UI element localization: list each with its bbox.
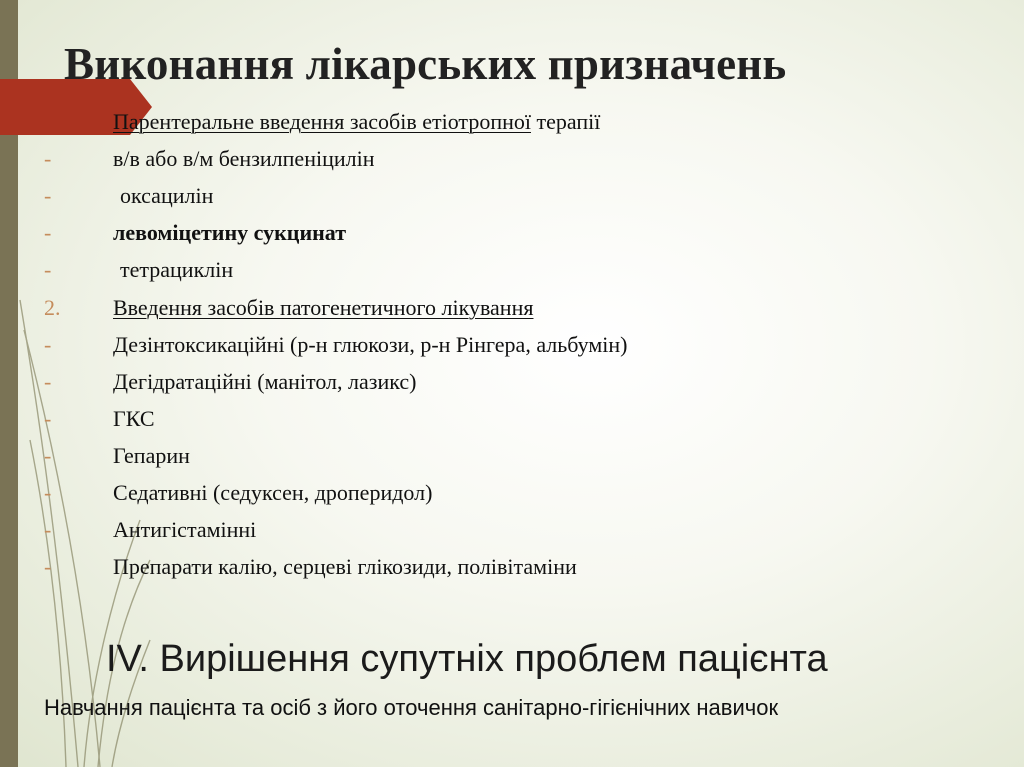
list-item-text-part: Дегідратаційні (манітол, лазикс)	[113, 368, 417, 394]
list-item-text-part: ГКС	[113, 405, 155, 431]
list-item-text	[113, 369, 416, 395]
list-marker: -	[44, 405, 52, 431]
list-item-text	[113, 295, 533, 321]
list-marker: -	[44, 257, 52, 283]
section-subtext: Навчання пацієнта та осіб з його оточення санітарно-гігієнічних навичок	[44, 695, 779, 720]
list-marker: -	[44, 442, 52, 468]
list-item-text-part: Дезінтоксикаційні (р-н глюкози, р-н Рінгера, альбумін)	[113, 331, 628, 357]
list-item-text-part: тетрациклін	[120, 257, 234, 283]
list-item-text-part: Парентеральне введення засобів етіотропної	[113, 109, 531, 134]
list-item-text	[113, 109, 600, 135]
section-heading: IV. Вирішення супутніх проблем пацієнта	[106, 638, 828, 680]
list-item-text	[113, 220, 346, 246]
list-item-text	[113, 480, 432, 506]
list-marker: -	[44, 220, 52, 246]
list-marker: -	[44, 554, 52, 580]
list-item-text	[113, 443, 190, 469]
list-item-text-part: оксацилін	[120, 183, 214, 209]
list-item-text-part: Гепарин	[113, 442, 190, 468]
list-item-text-part: Препарати калію, серцеві глікозиди, полівітаміни	[113, 554, 577, 580]
list-item-text	[113, 517, 256, 543]
list-marker: -	[44, 331, 52, 357]
slide-title: Виконання лікарських призначень	[64, 39, 787, 89]
list-marker: -	[44, 517, 52, 543]
list-marker: -	[44, 146, 52, 172]
list-item-text	[113, 406, 155, 432]
list-item-text-part: Введення засобів патогенетичного лікування	[113, 294, 534, 320]
list-item-text-part: Антигістамінні	[113, 517, 257, 543]
list-item-text-part: терапії	[530, 109, 601, 134]
list-marker: -	[44, 480, 52, 505]
list-item-text-part: в/в або в/м бензилпеніцилін	[113, 146, 375, 172]
list-item-text	[120, 257, 233, 283]
list-item-text-part: Седативні (седуксен, дроперидол)	[113, 480, 433, 505]
list-item-text	[113, 146, 375, 172]
list-marker: -	[44, 183, 52, 209]
list-item-text	[113, 332, 628, 358]
list-marker: -	[44, 368, 52, 394]
list-item-text-part: левоміцетину сукцинат	[113, 220, 347, 246]
list-item-text	[120, 183, 213, 209]
list-marker: 2.	[44, 294, 61, 320]
list-item-text	[113, 554, 577, 580]
